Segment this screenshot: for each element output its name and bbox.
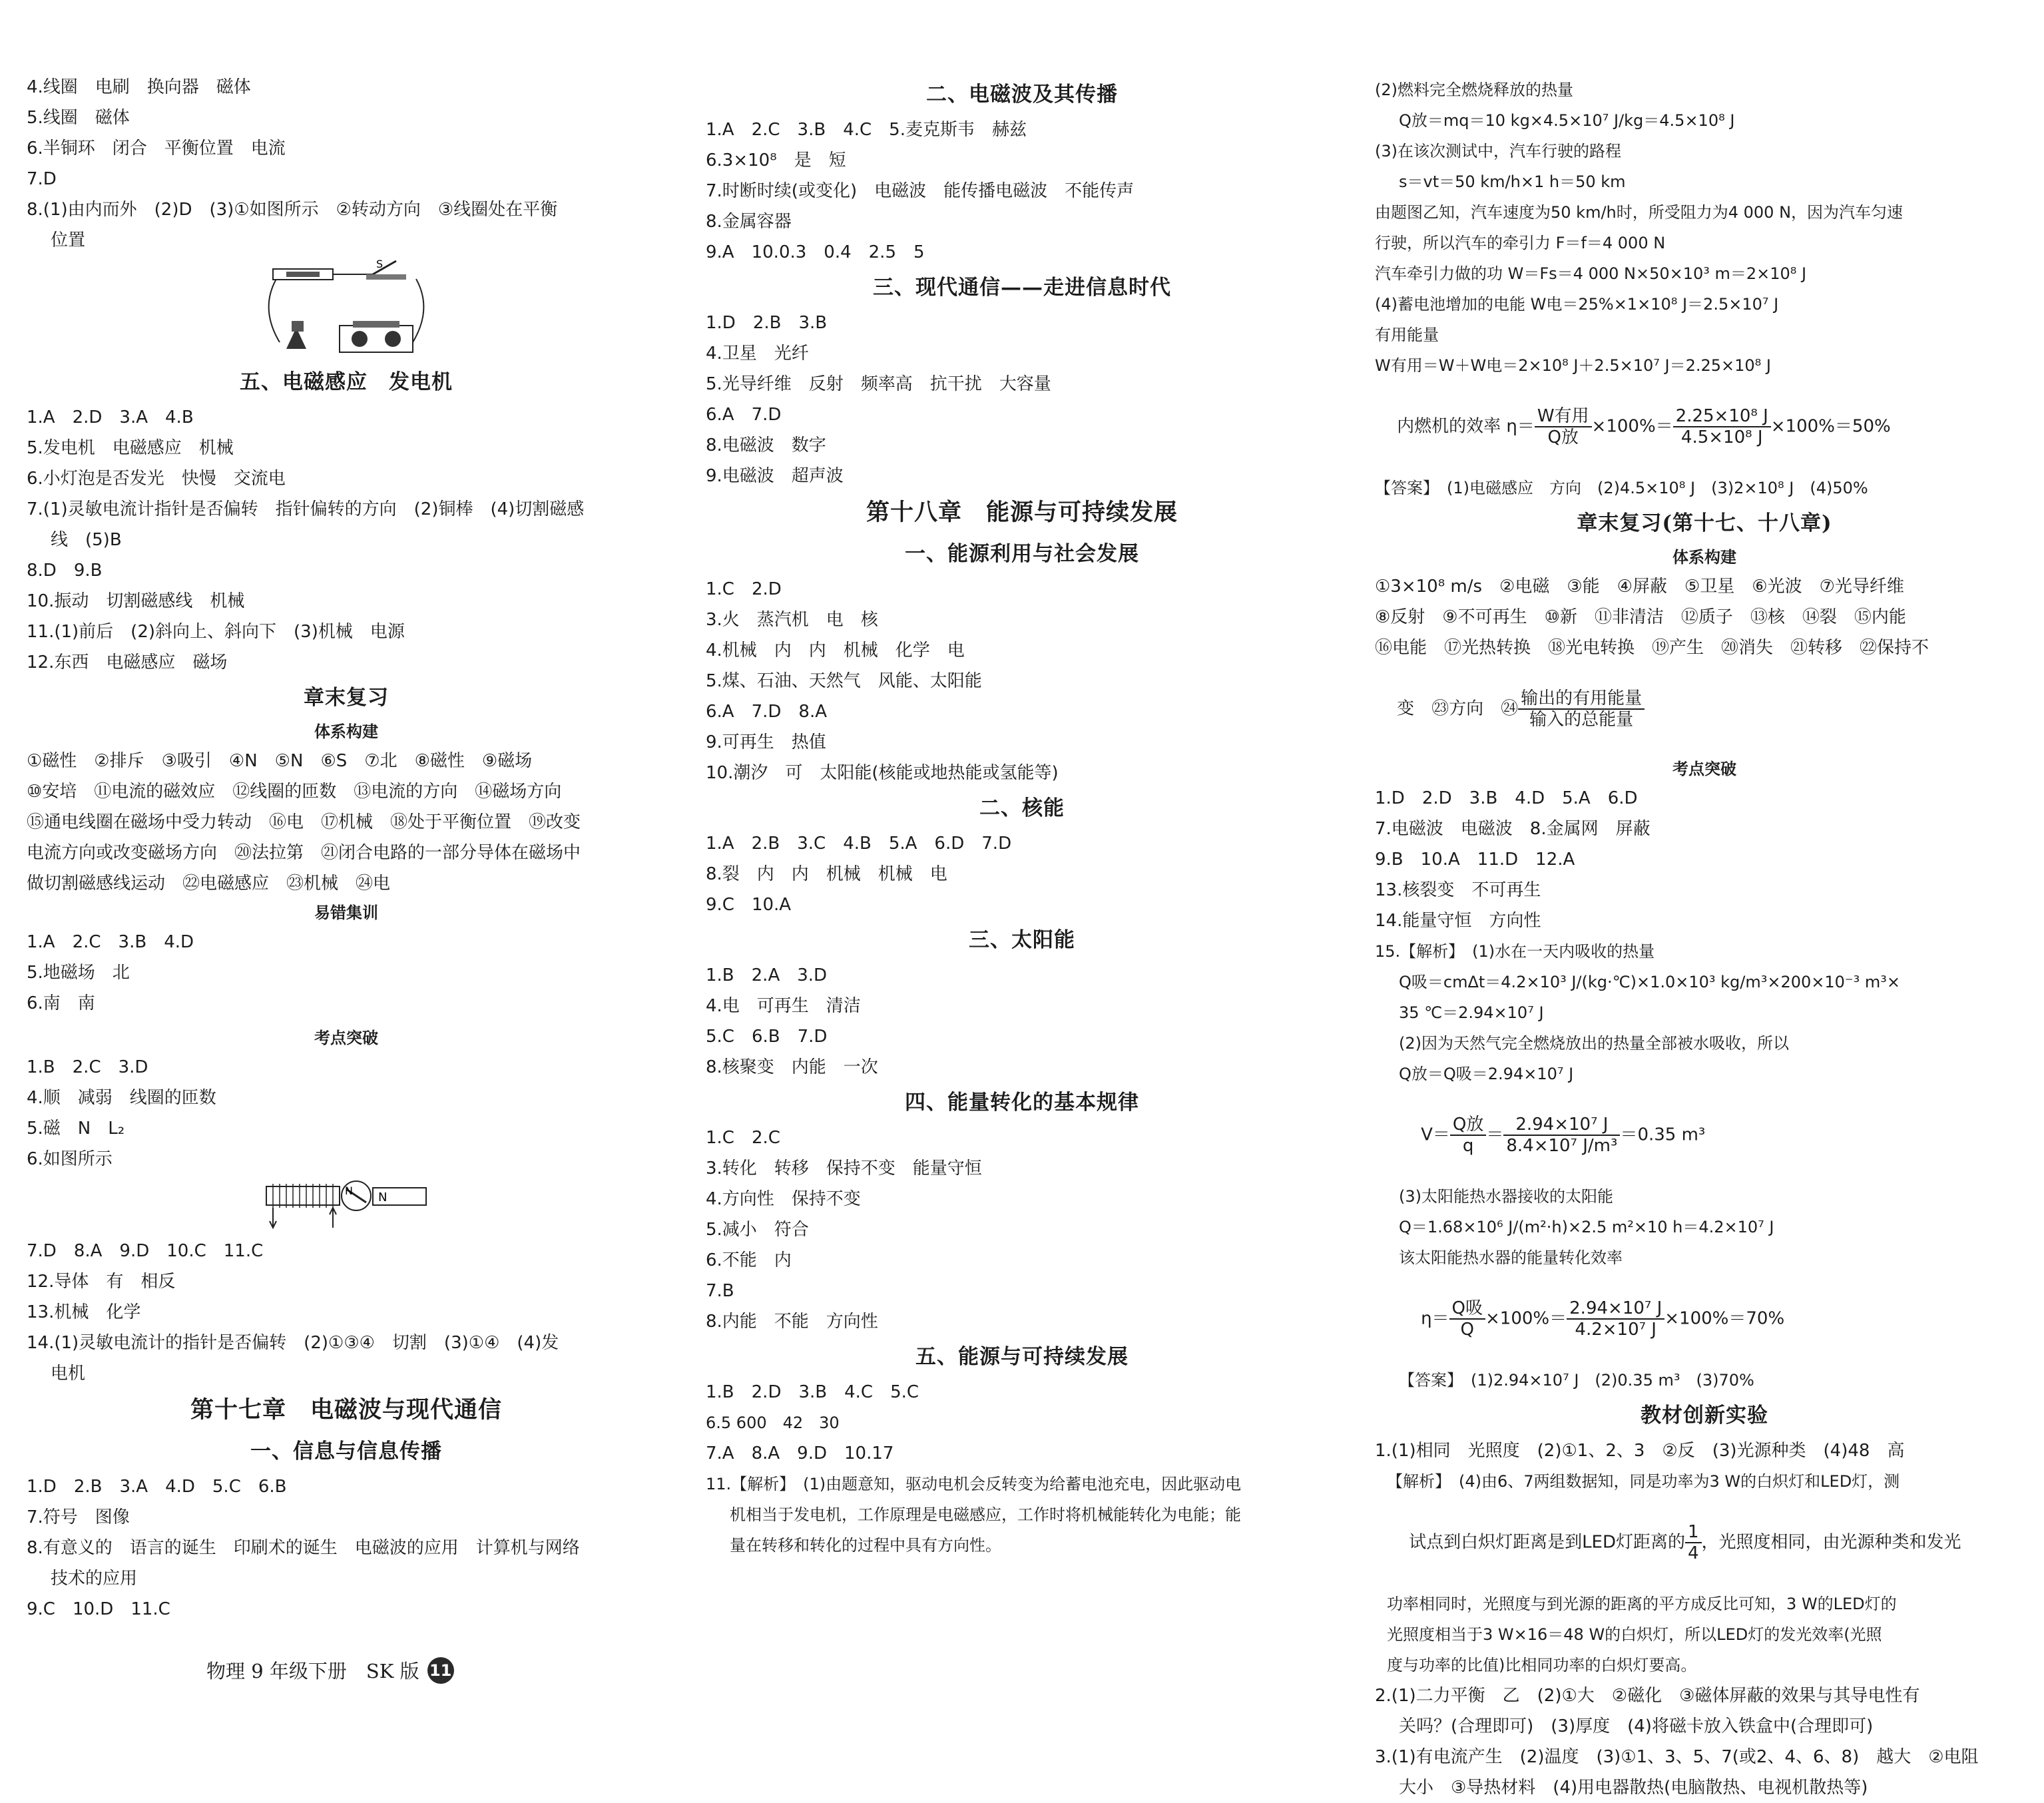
volume-formula [1375, 1095, 2034, 1176]
answer-line: (2)因为天然气完全燃烧放出的热量全部被水吸收，所以 [1399, 1034, 1789, 1053]
answer-line: 13.核裂变 不可再生 [1375, 880, 1541, 900]
formula-text: ×100%＝50% [1770, 416, 1891, 437]
answer-line: 8.D 9.B [27, 561, 103, 581]
answer-line: (3)太阳能热水器接收的太阳能 [1399, 1187, 1613, 1206]
section-title: 教材创新实验 [1641, 1404, 1768, 1427]
answer-line: 6.小灯泡是否发光 快慢 交流电 [27, 469, 286, 489]
answer-line: 4.卫星 光纤 [706, 344, 809, 364]
answer-line: 4.顺 减弱 线圈的匝数 [27, 1088, 216, 1108]
right-column [1375, 75, 2034, 1803]
formula-text: ×100%＝ [1485, 1308, 1567, 1329]
answer-line-fraction [1375, 668, 2034, 750]
footer-book-title: 物理 9 年级下册 SK 版 [206, 1660, 419, 1682]
answer-line: 1.D 2.D 3.B 4.D 5.A 6.D [1375, 788, 1638, 808]
answer-line: 8.内能 不能 方向性 [706, 1312, 878, 1332]
formula-text: V＝ [1421, 1125, 1450, 1145]
subsection-title: 考点突破 [1672, 760, 1736, 778]
formula-text: ＝0.35 m³ [1620, 1125, 1706, 1145]
answer-line: 1.A 2.D 3.A 4.B [27, 407, 194, 427]
answer-line: 5.磁 N L₂ [27, 1119, 125, 1139]
answer-line: 7.电磁波 电磁波 8.金属网 屏蔽 [1375, 819, 1651, 839]
section-title: 五、电磁感应 发电机 [240, 370, 453, 394]
answer-line: 5.煤、石油、天然气 风能、太阳能 [706, 671, 982, 691]
answer-line: 7.D 8.A 9.D 10.C 11.C [27, 1241, 264, 1261]
answer-line: 14.能量守恒 方向性 [1375, 911, 1541, 931]
chapter-title: 第十七章 电磁波与现代通信 [190, 1396, 502, 1423]
numerator: Q放 [1450, 1115, 1486, 1136]
section-title: 章末复习 [304, 686, 389, 710]
answer-line: 7.A 8.A 9.D 10.17 [706, 1443, 894, 1463]
answer-line: 该太阳能热水器的能量转化效率 [1399, 1248, 1623, 1267]
answer-line: 电机 [51, 1364, 86, 1384]
answer-line: 9.电磁波 超声波 [706, 466, 844, 486]
answer-line: 8.核聚变 内能 一次 [706, 1057, 878, 1077]
formula-text: 内燃机的效率 η＝ [1397, 416, 1535, 437]
answer-line: 1.B 2.A 3.D [706, 965, 828, 985]
answer-line: 2.(1)二力平衡 乙 (2)①大 ②磁化 ③磁体屏蔽的效果与其导电性有 [1375, 1686, 1920, 1706]
formula-line: W有用＝W＋W电＝2×10⁸ J＋2.5×10⁷ J＝2.25×10⁸ J [1375, 356, 1771, 375]
answer-line: 4.电 可再生 清洁 [706, 996, 861, 1016]
numerator: W有用 [1535, 406, 1592, 427]
answer-line: 6.不能 内 [706, 1250, 792, 1270]
denominator: 4 [1688, 1543, 1699, 1563]
answer-line: 1.C 2.C [706, 1128, 780, 1148]
answer-line: 1.D 2.B 3.A 4.D 5.C 6.B [27, 1477, 287, 1497]
motor-circuit-diagram [260, 256, 433, 362]
fraction [1449, 1298, 1485, 1340]
answer-line: 1.D 2.B 3.B [706, 313, 828, 333]
denominator: Q放 [1547, 427, 1579, 447]
answer-line: 6.5 600 42 30 [706, 1414, 840, 1432]
answer-line: 做切割磁感线运动 ㉒电磁感应 ㉓机械 ㉔电 [27, 874, 391, 894]
formula-line: Q放＝Q吸＝2.94×10⁷ J [1399, 1065, 1574, 1083]
answer-line: 5.光导纤维 反射 频率高 抗干扰 大容量 [706, 374, 1051, 394]
solenoid-compass-diagram [260, 1174, 433, 1234]
page-footer [206, 1657, 454, 1684]
answer-line: 14.(1)灵敏电流计的指针是否偏转 (2)①③④ 切割 (3)①④ (4)发 [27, 1333, 559, 1353]
answer-line: 3.(1)有电流产生 (2)温度 (3)①1、3、5、7(或2、4、6、8) 越大 ②电阻 [1375, 1747, 1979, 1767]
answer-line: 9.C 10.A [706, 895, 792, 915]
formula-line: s＝vt＝50 km/h×1 h＝50 km [1399, 172, 1626, 191]
formula-text: ＝ [1486, 1125, 1504, 1145]
answer-line: 7.D [27, 169, 57, 189]
answer-line: ⑩安培 ⑪电流的磁效应 ⑫线圈的匝数 ⑬电流的方向 ⑭磁场方向 [27, 782, 562, 802]
fraction [1567, 1298, 1664, 1340]
answer-line: ⑮通电线圈在磁场中受力转动 ⑯电 ⑰机械 ⑱处于平衡位置 ⑲改变 [27, 812, 581, 832]
formula-line: 35 ℃＝2.94×10⁷ J [1399, 1003, 1544, 1022]
fraction [1450, 1115, 1486, 1156]
answer-line: ①磁性 ②排斥 ③吸引 ④N ⑤N ⑥S ⑦北 ⑧磁性 ⑨磁场 [27, 751, 533, 771]
formula-line: Q吸＝cmΔt＝4.2×10³ J/(kg·℃)×1.0×10³ kg/m³×200×10⁻³ m³× [1399, 973, 1900, 991]
denominator: 8.4×10⁷ J/m³ [1506, 1136, 1618, 1156]
fraction [1503, 1115, 1620, 1156]
numerator: 输出的有用能量 [1518, 688, 1645, 710]
formula-text: ×100%＝ [1591, 416, 1673, 437]
answer-line: 11.【解析】 (1)由题意知，驱动电机会反转变为给蓄电池充电，因此驱动电 [706, 1475, 1242, 1493]
answer-line: 5.减小 符合 [706, 1220, 809, 1240]
answer-line: 8.电磁波 数字 [706, 435, 826, 455]
numerator: 2.94×10⁷ J [1503, 1115, 1620, 1136]
answer-line: 5.线圈 磁体 [27, 108, 130, 128]
answer-line: 位置 [51, 230, 86, 250]
answer-line: 10.振动 切割磁感线 机械 [27, 591, 245, 611]
answer-line: 1.B 2.D 3.B 4.C 5.C [706, 1382, 919, 1402]
formula-line: Q放＝mq＝10 kg×4.5×10⁷ J/kg＝4.5×10⁸ J [1399, 111, 1735, 130]
compass-pole-label: N [345, 1184, 353, 1197]
answer-line: 15.【解析】 (1)水在一天内吸收的热量 [1375, 942, 1655, 961]
answer-summary: 【答案】 (1)电磁感应 方向 (2)4.5×10⁸ J (3)2×10⁸ J (4)50% [1375, 479, 1868, 497]
fraction [1535, 406, 1592, 447]
answer-line: 光照度相当于3 W×16＝48 W的白炽灯，所以LED灯的发光效率(光照 [1387, 1625, 1882, 1644]
formula-text: ×100%＝70% [1664, 1308, 1785, 1329]
efficiency-formula-2 [1375, 1278, 2034, 1360]
answer-line: 4.线圈 电刷 换向器 磁体 [27, 77, 251, 97]
solenoid-figure [27, 1174, 666, 1236]
answer-line: 量在转移和转化的过程中具有方向性。 [730, 1536, 1001, 1555]
answer-line: 1.B 2.C 3.D [27, 1057, 148, 1077]
answer-line: (3)在该次测试中，汽车行驶的路程 [1375, 142, 1621, 160]
answer-line: 7.B [706, 1281, 734, 1301]
answer-line: 由题图乙知，汽车速度为50 km/h时，所受阻力为4 000 N，因为汽车匀速 [1375, 203, 1904, 222]
answer-line: 11.(1)前后 (2)斜向上、斜向下 (3)机械 电源 [27, 622, 405, 642]
section-title: 二、核能 [979, 796, 1065, 820]
answer-line: 4.方向性 保持不变 [706, 1189, 861, 1209]
answer-line: 技术的应用 [51, 1569, 138, 1589]
answer-line: 12.东西 电磁感应 磁场 [27, 652, 228, 672]
answer-line: ⑯电能 ⑰光热转换 ⑱光电转换 ⑲产生 ⑳消失 ㉑转移 ㉒保持不 [1375, 638, 1929, 658]
answer-line: ⑧反射 ⑨不可再生 ⑩新 ⑪非清洁 ⑫质子 ⑬核 ⑭裂 ⑮内能 [1375, 607, 1906, 627]
fraction [1685, 1522, 1702, 1563]
middle-column [706, 75, 1338, 1561]
answer-line: 1.(1)相同 光照度 (2)①1、2、3 ②反 (3)光源种类 (4)48 高 [1375, 1441, 1905, 1461]
answer-line: 9.可再生 热值 [706, 732, 826, 752]
denominator: 4.5×10⁸ J [1680, 427, 1763, 447]
answer-line: 5.地磁场 北 [27, 963, 130, 983]
efficiency-formula [1375, 386, 2034, 467]
answer-line: 3.转化 转移 保持不变 能量守恒 [706, 1159, 982, 1178]
answer-line: 8.有意义的 语言的诞生 印刷术的诞生 电磁波的应用 计算机与网络 [27, 1538, 580, 1558]
section-title: 二、电磁波及其传播 [926, 83, 1118, 107]
magnet-pole-label: N [378, 1190, 387, 1204]
section-title: 章末复习(第十七、十八章) [1577, 511, 1832, 535]
answer-line: 5.发电机 电磁感应 机械 [27, 438, 234, 458]
answer-line: 6.如图所示 [27, 1149, 113, 1169]
answer-line: 4.机械 内 内 机械 化学 电 [706, 641, 965, 660]
chapter-title: 第十八章 能源与可持续发展 [866, 499, 1178, 526]
answer-line: 【解析】 (4)由6、7两组数据知，同是功率为3 W的白炽灯和LED灯，测 [1387, 1472, 1900, 1491]
answer-line: 10.潮汐 可 太阳能(核能或地热能或氢能等) [706, 763, 1059, 783]
denominator: Q [1460, 1320, 1475, 1340]
numerator: 2.94×10⁷ J [1567, 1298, 1664, 1320]
answer-line: (4)蓄电池增加的电能 W电＝25%×1×10⁸ J＝2.5×10⁷ J [1375, 295, 1779, 314]
answer-line: 7.时断时续(或变化) 电磁波 能传播电磁波 不能传声 [706, 181, 1135, 201]
answer-line: 13.机械 化学 [27, 1302, 141, 1322]
answer-line: 8.裂 内 内 机械 机械 电 [706, 864, 947, 884]
answer-line: 7.(1)灵敏电流计指针是否偏转 指针偏转的方向 (2)铜棒 (4)切割磁感 [27, 499, 585, 519]
answer-line: 8.(1)由内而外 (2)D (3)①如图所示 ②转动方向 ③线圈处在平衡 [27, 200, 558, 220]
answer-line: ①3×10⁸ m/s ②电磁 ③能 ④屏蔽 ⑤卫星 ⑥光波 ⑦光导纤维 [1375, 577, 1904, 597]
fraction [1673, 406, 1771, 447]
answer-line: 行驶，所以汽车的牵引力 F＝f＝4 000 N [1375, 234, 1666, 252]
subsection-title: 体系构建 [1672, 548, 1736, 567]
answer-line: 有用能量 [1375, 326, 1439, 344]
subsection-title: 体系构建 [314, 722, 378, 741]
answer-line: 9.B 10.A 11.D 12.A [1375, 850, 1575, 870]
section-title: 四、能量转化的基本规律 [905, 1091, 1139, 1115]
answer-line: 6.A 7.D [706, 405, 782, 425]
formula-text: ，光照度相同，由光源种类和发光 [1701, 1532, 1961, 1553]
denominator: 4.2×10⁷ J [1575, 1320, 1657, 1340]
section-title: 一、能源利用与社会发展 [905, 542, 1139, 566]
page-number-badge: 11 [427, 1657, 454, 1684]
numerator: Q吸 [1449, 1298, 1485, 1320]
formula-text: η＝ [1421, 1308, 1449, 1329]
answer-line: 1.A 2.B 3.C 4.B 5.A 6.D 7.D [706, 834, 1012, 854]
subsection-title: 易错集训 [314, 903, 378, 922]
answer-line: 度与功率的比值)比相同功率的白炽灯要高。 [1387, 1656, 1697, 1674]
answer-line: 功率相同时，光照度与到光源的距离的平方成反比可知，3 W的LED灯的 [1387, 1595, 1897, 1613]
answer-line: 1.C 2.D [706, 579, 782, 599]
answer-line: 6.3×10⁸ 是 短 [706, 150, 846, 170]
answer-line: 1.A 2.C 3.B 4.D [27, 932, 194, 952]
answer-line: 6.南 南 [27, 993, 95, 1013]
denominator: 输入的总能量 [1529, 710, 1634, 730]
answer-line: 3.火 蒸汽机 电 核 [706, 610, 878, 630]
answer-line: 1.A 2.C 3.B 4.C 5.麦克斯韦 赫兹 [706, 120, 1027, 140]
answer-line: 大小 ③导热材料 (4)用电器散热(电脑散热、电视机散热等) [1399, 1778, 1868, 1798]
numerator: 1 [1685, 1522, 1702, 1543]
section-title: 三、现代通信——走进信息时代 [873, 276, 1171, 300]
answer-line: 线 (5)B [51, 530, 122, 550]
answer-line: 6.半铜环 闭合 平衡位置 电流 [27, 138, 286, 158]
left-column [27, 72, 666, 1625]
formula-text: 变 ㉓方向 ㉔ [1397, 698, 1519, 719]
section-title: 一、信息与信息传播 [250, 1439, 442, 1463]
subsection-title: 考点突破 [314, 1029, 378, 1047]
section-title: 三、太阳能 [969, 928, 1075, 952]
answer-line-fraction [1375, 1502, 2034, 1583]
motor-circuit-figure [27, 256, 666, 362]
answer-line: (2)燃料完全燃烧释放的热量 [1375, 81, 1573, 99]
svg-text:S: S [376, 258, 383, 270]
section-title: 五、能源与可持续发展 [915, 1345, 1129, 1369]
answer-line: 关吗？(合理即可) (3)厚度 (4)将磁卡放入铁盒中(合理即可) [1399, 1716, 1874, 1736]
answer-line: 7.符号 图像 [27, 1507, 130, 1527]
answer-line: 机相当于发电机，工作原理是电磁感应，工作时将机械能转化为电能；能 [730, 1505, 1241, 1524]
answer-line: 12.导体 有 相反 [27, 1272, 176, 1292]
numerator: 2.25×10⁸ J [1673, 406, 1771, 427]
answer-line: 6.A 7.D 8.A [706, 702, 828, 722]
answer-line: 8.金属容器 [706, 212, 792, 232]
answer-line: 汽车牵引力做的功 W＝Fs＝4 000 N×50×10³ m＝2×10⁸ J [1375, 264, 1807, 283]
answer-summary: 【答案】 (1)2.94×10⁷ J (2)0.35 m³ (3)70% [1399, 1371, 1754, 1390]
formula-text: 试点到白炽灯距离是到LED灯距离的 [1409, 1532, 1685, 1553]
formula-line: Q＝1.68×10⁶ J/(m²·h)×2.5 m²×10 h＝4.2×10⁷ J [1399, 1218, 1774, 1236]
answer-line: 9.C 10.D 11.C [27, 1599, 170, 1619]
answer-line: 5.C 6.B 7.D [706, 1027, 828, 1047]
answer-line: 9.A 10.0.3 0.4 2.5 5 [706, 242, 925, 262]
denominator: q [1462, 1136, 1474, 1156]
fraction [1518, 688, 1645, 730]
answer-line: 电流方向或改变磁场方向 ⑳法拉第 ㉑闭合电路的一部分导体在磁场中 [27, 843, 581, 863]
